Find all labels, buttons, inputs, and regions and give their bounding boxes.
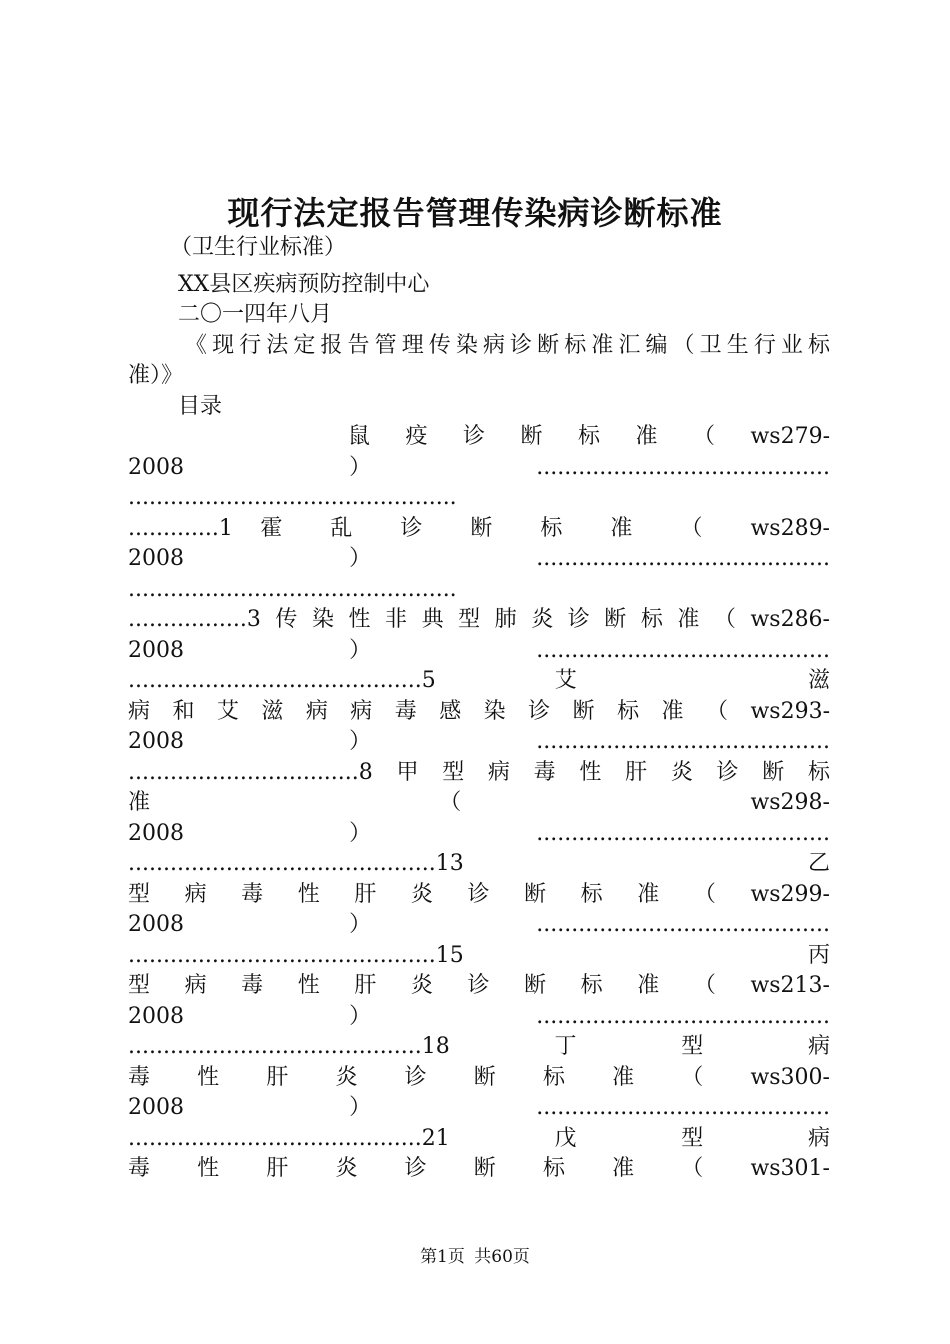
issuer-line: XX县区疾病预防控制中心	[178, 272, 430, 297]
toc-line: 准 （ ws298-	[128, 790, 830, 815]
toc-line: 2008）..........................................	[128, 1004, 830, 1029]
total-pages: 共60页	[474, 1247, 530, 1267]
document-title: 现行法定报告管理传染病诊断标准	[227, 194, 723, 232]
toc-line: 型 病 毒 性 肝 炎 诊 断 标 准 （ ws213-	[128, 973, 830, 998]
toc-line: .............1 霍 乱 诊 断 标 准 （ ws289-	[128, 516, 830, 541]
toc-line: ...............................................	[128, 485, 457, 510]
toc-line: 2008）..........................................	[128, 1095, 830, 1120]
toc-line: ...............................................	[128, 577, 457, 602]
toc-line: ..........................................5 艾 滋	[128, 668, 830, 693]
toc-line: 病 和 艾 滋 病 病 毒 感 染 诊 断 标 准 （ ws293-	[128, 699, 830, 724]
date-line: 二〇一四年八月	[178, 302, 333, 327]
toc-line: 2008）..........................................	[128, 912, 830, 937]
toc-line: 鼠 疫 诊 断 标 准 （ ws279-	[348, 424, 830, 449]
toc-line: ..........................................21戊型病	[128, 1126, 830, 1151]
toc-line: 2008）..........................................	[128, 455, 830, 480]
toc-line: 型 病 毒 性 肝 炎 诊 断 标 准 （ ws299-	[128, 882, 830, 907]
toc-line: ............................................15 丙	[128, 943, 830, 968]
compilation-title-line-1: 《现行法定报告管理传染病诊断标准汇编（卫生行业标	[185, 333, 830, 358]
toc-line: 2008）..........................................	[128, 729, 830, 754]
toc-line: 毒 性 肝 炎 诊 断 标 准 （ ws301-	[128, 1156, 830, 1181]
compilation-title-line-2: 准）》	[128, 363, 184, 388]
toc-line: 2008）..........................................	[128, 821, 830, 846]
subtitle-standard: （卫生行业标准）	[170, 235, 347, 260]
page-number: 第1页	[420, 1247, 465, 1267]
toc-line: .................................8甲型病毒性肝炎诊断标	[128, 760, 830, 785]
toc-line: ..........................................18丁型病	[128, 1034, 830, 1059]
toc-heading: 目录	[178, 394, 223, 419]
toc-line: .................3传染性非典型肺炎诊断标准（ws286-	[128, 607, 830, 632]
toc-line: ............................................13 乙	[128, 851, 830, 876]
page-footer	[0, 1242, 950, 1267]
toc-line: 2008）..........................................	[128, 546, 830, 571]
toc-line: 毒 性 肝 炎 诊 断 标 准 （ ws300-	[128, 1065, 830, 1090]
toc-line: 2008）..........................................	[128, 638, 830, 663]
